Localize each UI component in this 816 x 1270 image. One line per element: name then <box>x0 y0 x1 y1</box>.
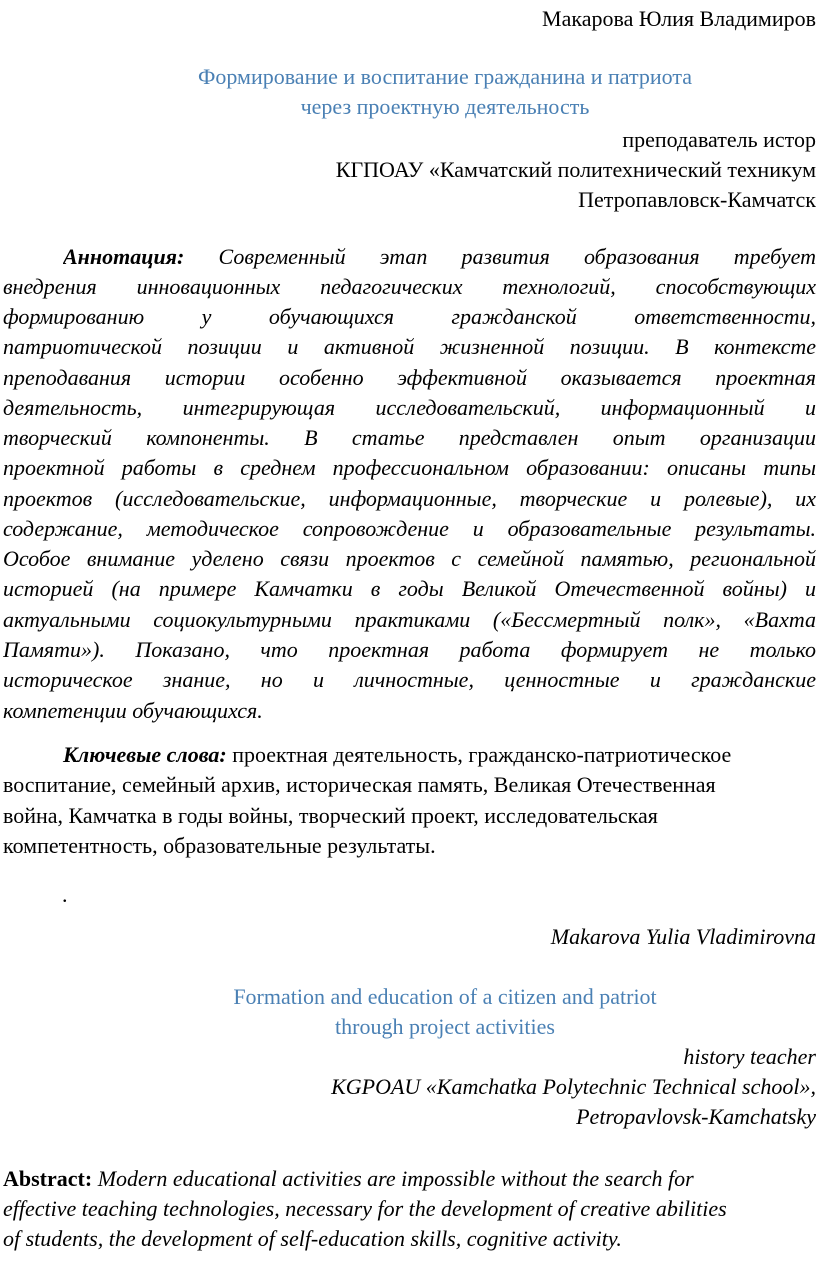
author-name-ru: Макарова Юлия Владимиров <box>542 6 816 31</box>
article-title-ru-line2: через проектную деятельность <box>300 94 590 119</box>
abstract-line: Abstract: Modern educational activities are impossible without the search for <box>3 1166 694 1191</box>
annotation-label: Аннотация: <box>63 244 185 269</box>
annotation-line: историческое знание, но и личностные, ценностные и гражданские <box>3 667 816 692</box>
keywords-line: война, Камчатка в годы войны, творческий проект, исследовательская <box>3 803 658 828</box>
author-position-en: history teacher <box>683 1044 816 1069</box>
keywords-line: воспитание, семейный архив, историческая память, Великая Отечественная <box>3 772 716 797</box>
author-position-ru: преподаватель истор <box>622 127 816 152</box>
abstract-line: of students, the development of self-education skills, cognitive activity. <box>3 1226 622 1251</box>
annotation-line: содержание, методическое сопровождение и образовательные результаты. <box>3 516 816 541</box>
annotation-line: Особое внимание уделено связи проектов с семейной памятью, региональной <box>3 546 816 571</box>
author-city-en: Petropavlovsk-Kamchatsky <box>576 1104 816 1129</box>
annotation-line: формированию у обучающихся гражданской ответственности, <box>3 304 816 329</box>
author-institution-en: KGPOAU «Kamchatka Polytechnic Technical school», <box>331 1074 816 1099</box>
annotation-line: компетенции обучающихся. <box>3 698 263 723</box>
keywords-line: Ключевые слова: проектная деятельность, гражданско-патриотическое <box>63 742 732 767</box>
stray-dot: . <box>62 882 68 907</box>
annotation-line: творческий компоненты. В статье представлен опыт организации <box>3 425 816 450</box>
annotation-line: проектной работы в среднем профессиональном образовании: описаны типы <box>3 455 816 480</box>
annotation-line: историей (на примере Камчатки в годы Великой Отечественной войны) и <box>3 576 816 601</box>
keywords-line: компетентность, образовательные результаты. <box>3 833 436 858</box>
author-name-en: Makarova Yulia Vladimirovna <box>550 924 816 949</box>
annotation-line: Памяти»). Показано, что проектная работа формирует не только <box>3 637 816 662</box>
annotation-line: Аннотация: Современный этап развития образования требует <box>63 244 816 269</box>
annotation-line: актуальными социокультурными практиками («Бессмертный полк», «Вахта <box>3 607 816 632</box>
annotation-line: деятельность, интегрирующая исследовательский, информационный и <box>3 395 816 420</box>
author-city-ru: Петропавловск-Камчатск <box>578 187 816 212</box>
annotation-line: преподавания истории особенно эффективной оказывается проектная <box>3 365 816 390</box>
author-institution-ru: КГПОАУ «Камчатский политехнический техникум <box>335 157 816 182</box>
abstract-line: effective teaching technologies, necessary for the development of creative abilities <box>3 1196 727 1221</box>
article-title-en-line2: through project activities <box>335 1014 555 1039</box>
article-title-ru-line1: Формирование и воспитание гражданина и патриота <box>197 64 693 89</box>
annotation-line: патриотической позиции и активной жизненной позиции. В контексте <box>3 334 816 359</box>
annotation-line: внедрения инновационных педагогических технологий, способствующих <box>3 274 816 299</box>
abstract-label: Abstract: <box>3 1166 93 1191</box>
annotation-line: проектов (исследовательские, информационные, творческие и ролевые), их <box>3 486 816 511</box>
article-title-en-line1: Formation and education of a citizen and patriot <box>233 984 657 1009</box>
keywords-label: Ключевые слова: <box>63 742 227 767</box>
